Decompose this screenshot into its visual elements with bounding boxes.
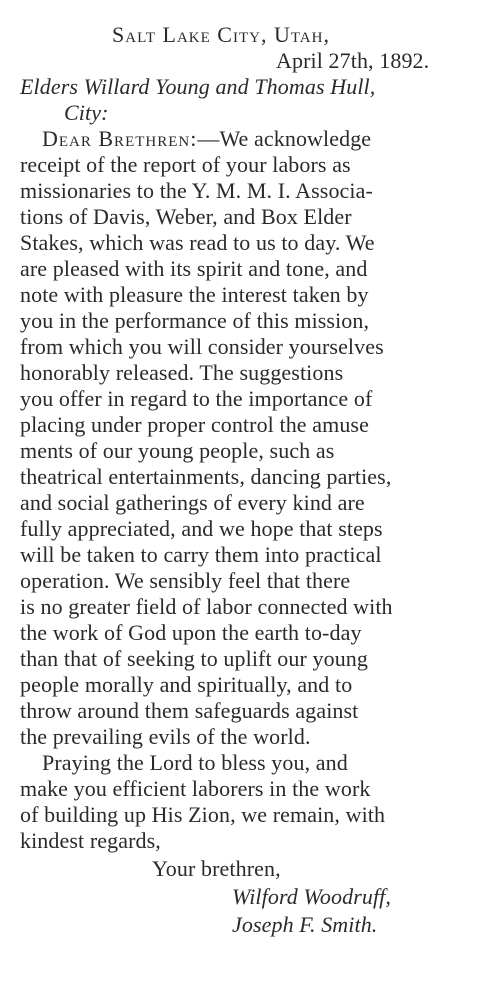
body-line-first xyxy=(42,126,371,152)
letter-place: Salt Lake City, Utah, xyxy=(112,22,330,47)
body-line: are pleased with its spirit and tone, and xyxy=(20,256,368,281)
body-line: people morally and spiritually, and to xyxy=(20,672,353,697)
closing-line: Praying the Lord to bless you, and xyxy=(42,750,348,775)
addressee-line-2: City: xyxy=(64,100,109,125)
closing-line: make you efficient laborers in the work xyxy=(20,776,371,801)
body-line: placing under proper control the amuse xyxy=(20,412,369,437)
signature-woodruff: Wilford Woodruff, xyxy=(232,884,391,909)
closing-line: kindest regards, xyxy=(20,828,161,853)
closing-line: of building up His Zion, we remain, with xyxy=(20,802,386,827)
body-line: operation. We sensibly feel that there xyxy=(20,568,351,593)
body-line: receipt of the report of your labors as xyxy=(20,152,351,177)
body-line: Stakes, which was read to us to day. We xyxy=(20,230,375,255)
addressee-line-1: Elders Willard Young and Thomas Hull, xyxy=(20,74,376,99)
body-line-0: —We acknowledge xyxy=(197,126,372,151)
body-line: you offer in regard to the importance of xyxy=(20,386,373,411)
body-line: missionaries to the Y. M. M. I. Associa- xyxy=(20,178,373,203)
body-line: will be taken to carry them into practical xyxy=(20,542,382,567)
body-line: throw around them safeguards against xyxy=(20,698,359,723)
body-line: honorably released. The suggestions xyxy=(20,360,344,385)
signature-smith: Joseph F. Smith. xyxy=(232,912,378,937)
body-line: note with pleasure the interest taken by xyxy=(20,282,369,307)
body-line: is no greater field of labor connected with xyxy=(20,594,393,619)
body-line: the prevailing evils of the world. xyxy=(20,724,311,749)
salutation: Dear Brethren: xyxy=(42,126,198,151)
valediction: Your brethren, xyxy=(152,856,281,881)
letter-date: April 27th, 1892. xyxy=(276,48,430,73)
body-line: fully appreciated, and we hope that steps xyxy=(20,516,383,541)
body-line: from which you will consider yourselves xyxy=(20,334,384,359)
body-line: and social gatherings of every kind are xyxy=(20,490,365,515)
body-line: theatrical entertainments, dancing parties, xyxy=(20,464,392,489)
body-line: ments of our young people, such as xyxy=(20,438,335,463)
body-line: than that of seeking to uplift our young xyxy=(20,646,368,671)
body-line: the work of God upon the earth to-day xyxy=(20,620,362,645)
body-line: you in the performance of this mission, xyxy=(20,308,370,333)
body-line: tions of Davis, Weber, and Box Elder xyxy=(20,204,352,229)
